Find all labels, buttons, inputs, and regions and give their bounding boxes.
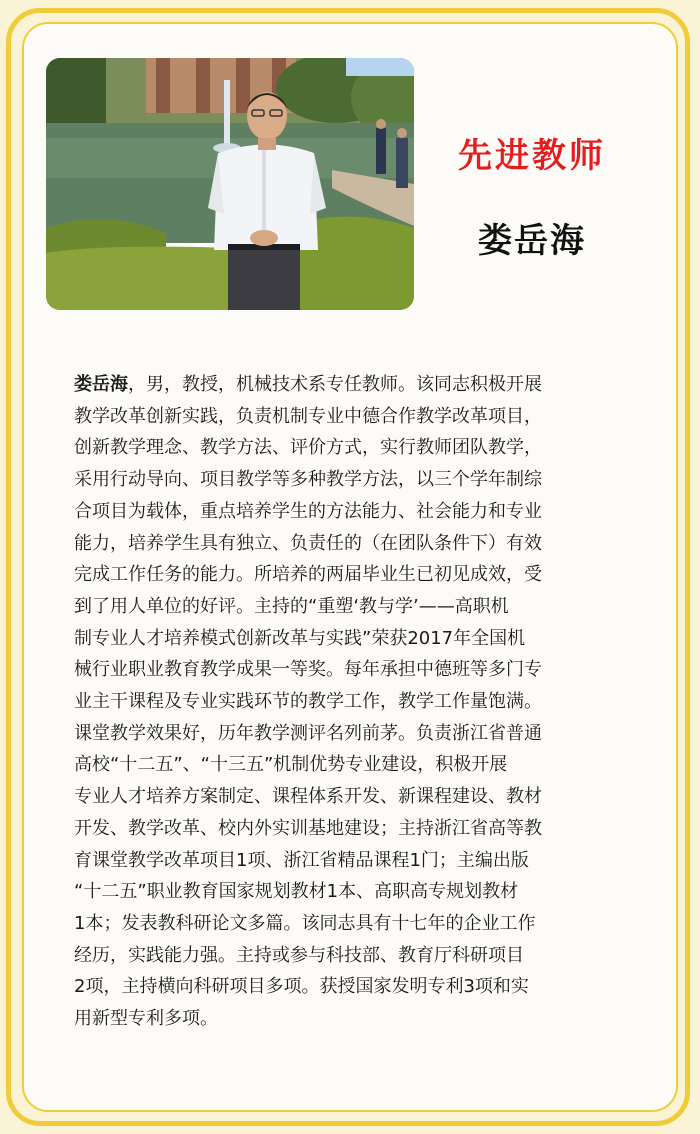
bio-line	[74, 813, 650, 845]
bio-line	[74, 654, 650, 686]
bio-line-text: 完成工作任务的能力。所培养的两届毕业生已初见成效，受	[74, 564, 542, 586]
bio-line-text: 经历，实践能力强。主持或参与科技部、教育厅科研项目	[74, 944, 524, 966]
bio-line	[74, 686, 650, 718]
bio-line-text: 开发、教学改革、校内外实训基地建设；主持浙江省高等教	[74, 817, 542, 839]
bio-line-text: 业主干课程及专业实践环节的教学工作，教学工作量饱满。	[74, 691, 542, 713]
bio-line-text: 教学改革创新实践，负责机制专业中德合作教学改革项目，	[74, 405, 542, 427]
bio-line-text: 制专业人才培养模式创新改革与实践”荣获2017年全国机	[74, 627, 526, 649]
bio-line-text: 2项，主持横向科研项目多项。获授国家发明专利3项和实	[74, 976, 529, 998]
bio-line	[74, 718, 650, 750]
bio-line	[74, 971, 650, 1003]
bio-line	[74, 496, 650, 528]
bio-name: 娄岳海	[74, 374, 128, 395]
bio-line	[74, 940, 650, 972]
bio-line-text: 采用行动导向、项目教学等多种教学方法，以三个学年制综	[74, 469, 542, 491]
bio-line	[74, 781, 650, 813]
bio-line	[74, 591, 650, 623]
biography	[74, 369, 650, 1035]
bio-line	[74, 401, 650, 433]
bio-line-text: 械行业职业教育教学成果一等奖。每年承担中德班等多门专	[74, 659, 542, 681]
teacher-name: 娄岳海	[478, 221, 586, 261]
bio-line	[74, 559, 650, 591]
bio-line	[74, 464, 650, 496]
bio-line	[74, 623, 650, 655]
bio-line	[74, 845, 650, 877]
bio-line-text: 专业人才培养方案制定、课程体系开发、新课程建设、教材	[74, 786, 542, 808]
bio-line-text: 课堂教学效果好，历年教学测评名列前茅。负责浙江省普通	[74, 722, 542, 744]
bio-line-text: 育课堂教学改革项目1项、浙江省精品课程1门；主编出版	[74, 849, 529, 871]
bio-line	[74, 432, 650, 464]
bio-line	[74, 908, 650, 940]
bio-line	[74, 1003, 650, 1035]
portrait-photo	[46, 58, 414, 310]
bio-line-text: 1本；发表教科研论文多篇。该同志具有十七年的企业工作	[74, 912, 536, 934]
bio-line-text: 创新教学理念、教学方法、评价方式，实行教师团队教学，	[74, 437, 542, 459]
bio-line-text: 能力，培养学生具有独立、负责任的（在团队条件下）有效	[74, 532, 542, 554]
bio-line-text: “十二五”职业教育国家规划教材1本、高职高专规划教材	[74, 881, 519, 903]
bio-line-text: 合项目为载体，重点培养学生的方法能力、社会能力和专业	[74, 500, 542, 522]
award-title: 先进教师	[458, 136, 606, 176]
bio-line-text: 到了用人单位的好评。主持的“重塑‘教与学’——高职机	[74, 595, 509, 617]
bio-line	[74, 749, 650, 781]
bio-line	[74, 876, 650, 908]
bio-line	[74, 369, 650, 401]
bio-line-text: 用新型专利多项。	[74, 1008, 218, 1030]
bio-line-text: 高校“十二五”、“十三五”机制优势专业建设，积极开展	[74, 754, 508, 776]
bio-line	[74, 528, 650, 560]
bio-line-text: ，男，教授，机械技术系专任教师。该同志积极开展	[128, 374, 542, 395]
